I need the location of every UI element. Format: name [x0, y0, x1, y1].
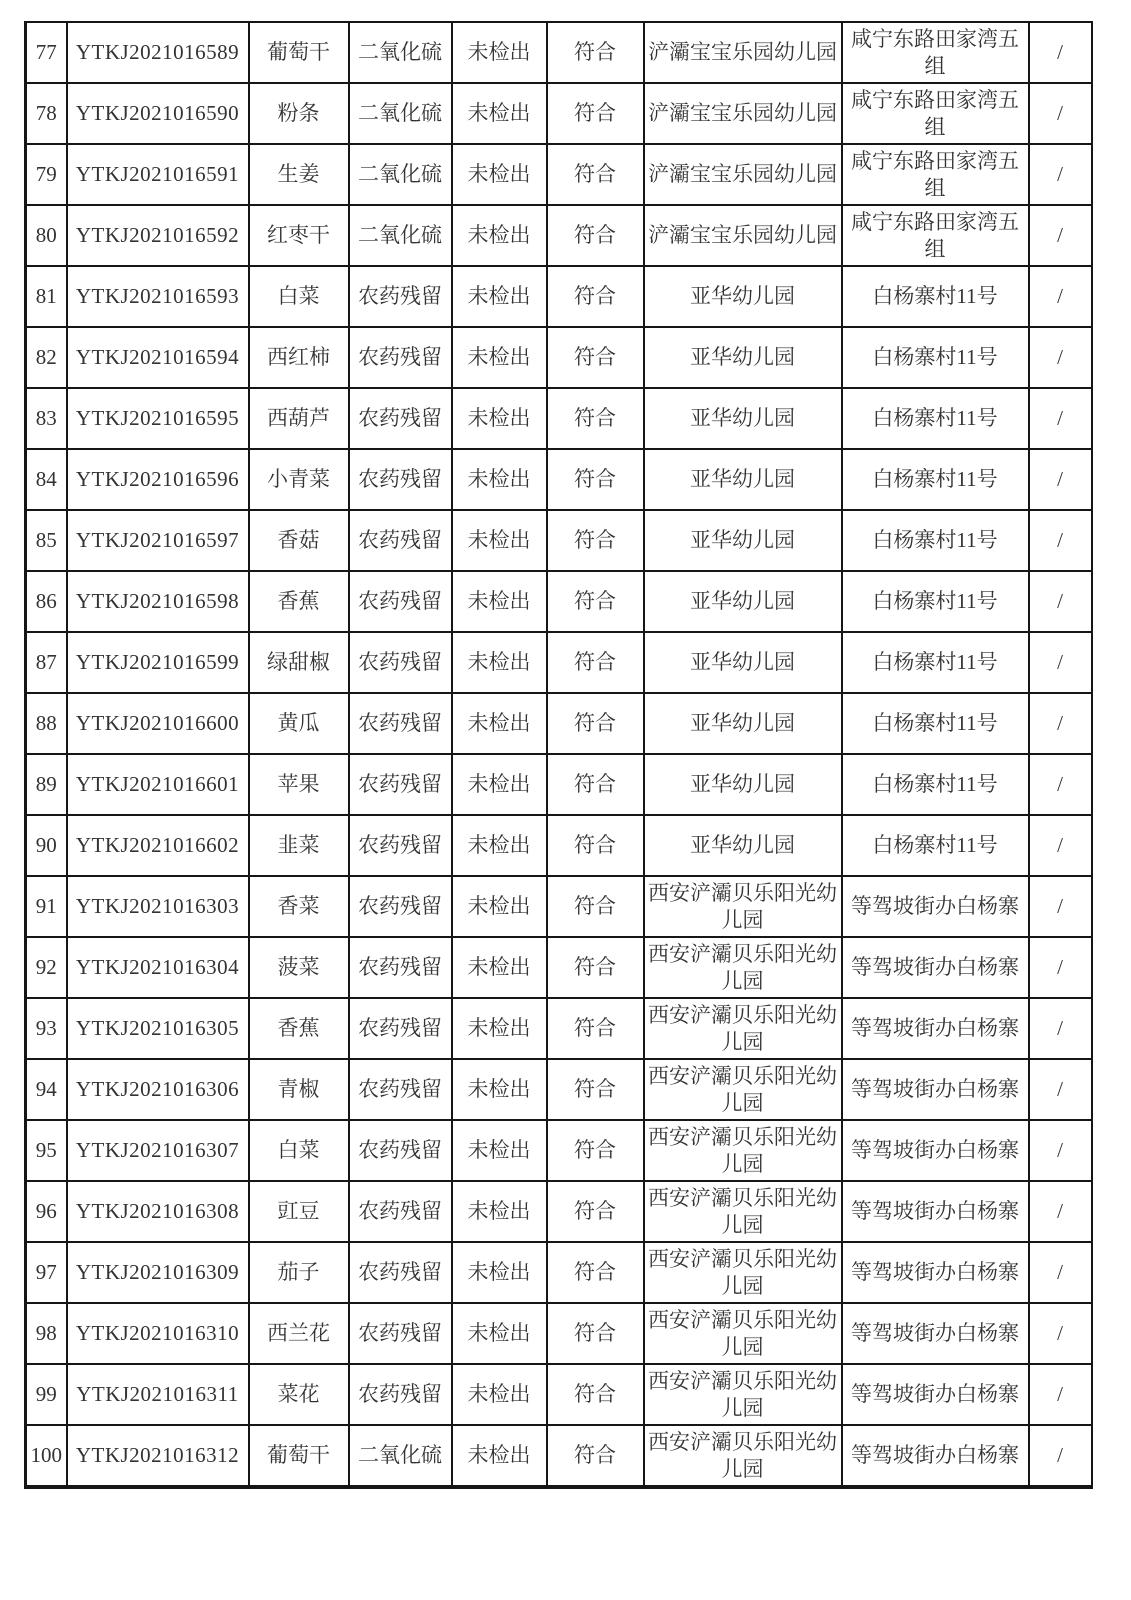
- cell-test-item: 二氧化硫: [349, 1425, 452, 1487]
- table-row: [26, 1364, 1092, 1425]
- cell-row-number: 90: [26, 815, 67, 876]
- cell-row-number: 91: [26, 876, 67, 937]
- cell-sample-name: 茄子: [249, 1242, 349, 1303]
- cell-address: 白杨寨村11号: [842, 327, 1029, 388]
- cell-organization: 亚华幼儿园: [644, 449, 842, 510]
- cell-test-item: 农药残留: [349, 937, 452, 998]
- cell-organization: 西安浐灞贝乐阳光幼儿园: [644, 1059, 842, 1120]
- cell-organization: 西安浐灞贝乐阳光幼儿园: [644, 876, 842, 937]
- cell-conclusion: 符合: [547, 266, 644, 327]
- cell-conclusion: 符合: [547, 937, 644, 998]
- cell-address: 等驾坡街办白杨寨: [842, 937, 1029, 998]
- cell-organization: 亚华幼儿园: [644, 815, 842, 876]
- cell-remark-slash: /: [1029, 1181, 1092, 1242]
- cell-row-number: 82: [26, 327, 67, 388]
- cell-remark-slash: /: [1029, 876, 1092, 937]
- cell-address: 等驾坡街办白杨寨: [842, 876, 1029, 937]
- cell-sample-id: YTKJ2021016597: [67, 510, 249, 571]
- table-row: [26, 1181, 1092, 1242]
- table-row: [26, 144, 1092, 205]
- cell-remark-slash: /: [1029, 266, 1092, 327]
- cell-address: 等驾坡街办白杨寨: [842, 1242, 1029, 1303]
- cell-address: 等驾坡街办白杨寨: [842, 1303, 1029, 1364]
- cell-test-result: 未检出: [452, 998, 547, 1059]
- cell-test-result: 未检出: [452, 144, 547, 205]
- cell-remark-slash: /: [1029, 1364, 1092, 1425]
- cell-test-result: 未检出: [452, 693, 547, 754]
- cell-conclusion: 符合: [547, 998, 644, 1059]
- table-row: [26, 83, 1092, 144]
- cell-test-item: 农药残留: [349, 1181, 452, 1242]
- cell-remark-slash: /: [1029, 1303, 1092, 1364]
- table-row: [26, 632, 1092, 693]
- cell-test-result: 未检出: [452, 388, 547, 449]
- cell-test-result: 未检出: [452, 510, 547, 571]
- cell-sample-id: YTKJ2021016307: [67, 1120, 249, 1181]
- cell-row-number: 84: [26, 449, 67, 510]
- cell-conclusion: 符合: [547, 510, 644, 571]
- cell-remark-slash: /: [1029, 693, 1092, 754]
- cell-test-item: 农药残留: [349, 1120, 452, 1181]
- cell-sample-id: YTKJ2021016312: [67, 1425, 249, 1487]
- cell-sample-id: YTKJ2021016593: [67, 266, 249, 327]
- cell-remark-slash: /: [1029, 632, 1092, 693]
- table-row: [26, 1059, 1092, 1120]
- cell-sample-name: 白菜: [249, 266, 349, 327]
- cell-sample-name: 菠菜: [249, 937, 349, 998]
- cell-sample-name: 香菜: [249, 876, 349, 937]
- cell-sample-name: 香蕉: [249, 571, 349, 632]
- cell-test-result: 未检出: [452, 205, 547, 266]
- cell-remark-slash: /: [1029, 205, 1092, 266]
- cell-test-item: 二氧化硫: [349, 144, 452, 205]
- cell-sample-name: 西葫芦: [249, 388, 349, 449]
- cell-sample-name: 生姜: [249, 144, 349, 205]
- cell-sample-id: YTKJ2021016601: [67, 754, 249, 815]
- cell-row-number: 95: [26, 1120, 67, 1181]
- cell-row-number: 77: [26, 22, 67, 83]
- cell-row-number: 100: [26, 1425, 67, 1487]
- cell-address: 等驾坡街办白杨寨: [842, 1059, 1029, 1120]
- table-row: [26, 22, 1092, 83]
- cell-test-item: 二氧化硫: [349, 205, 452, 266]
- cell-remark-slash: /: [1029, 998, 1092, 1059]
- cell-sample-name: 绿甜椒: [249, 632, 349, 693]
- cell-sample-id: YTKJ2021016594: [67, 327, 249, 388]
- cell-sample-id: YTKJ2021016309: [67, 1242, 249, 1303]
- cell-address: 白杨寨村11号: [842, 693, 1029, 754]
- cell-address: 白杨寨村11号: [842, 632, 1029, 693]
- cell-conclusion: 符合: [547, 1242, 644, 1303]
- cell-sample-id: YTKJ2021016600: [67, 693, 249, 754]
- cell-sample-id: YTKJ2021016311: [67, 1364, 249, 1425]
- cell-sample-id: YTKJ2021016310: [67, 1303, 249, 1364]
- cell-row-number: 99: [26, 1364, 67, 1425]
- cell-sample-id: YTKJ2021016308: [67, 1181, 249, 1242]
- cell-remark-slash: /: [1029, 144, 1092, 205]
- cell-sample-id: YTKJ2021016599: [67, 632, 249, 693]
- cell-conclusion: 符合: [547, 1120, 644, 1181]
- cell-address: 等驾坡街办白杨寨: [842, 1181, 1029, 1242]
- table-row: [26, 998, 1092, 1059]
- cell-conclusion: 符合: [547, 1364, 644, 1425]
- cell-conclusion: 符合: [547, 144, 644, 205]
- table-row: [26, 205, 1092, 266]
- table-row: [26, 876, 1092, 937]
- cell-test-item: 农药残留: [349, 998, 452, 1059]
- cell-test-item: 农药残留: [349, 1303, 452, 1364]
- cell-sample-id: YTKJ2021016306: [67, 1059, 249, 1120]
- cell-test-item: 二氧化硫: [349, 83, 452, 144]
- cell-sample-id: YTKJ2021016589: [67, 22, 249, 83]
- cell-conclusion: 符合: [547, 1181, 644, 1242]
- table-row: [26, 1120, 1092, 1181]
- cell-sample-name: 粉条: [249, 83, 349, 144]
- cell-conclusion: 符合: [547, 815, 644, 876]
- cell-row-number: 87: [26, 632, 67, 693]
- table-row: [26, 815, 1092, 876]
- cell-organization: 西安浐灞贝乐阳光幼儿园: [644, 1181, 842, 1242]
- cell-remark-slash: /: [1029, 510, 1092, 571]
- cell-address: 白杨寨村11号: [842, 815, 1029, 876]
- cell-test-result: 未检出: [452, 937, 547, 998]
- table-row: [26, 1242, 1092, 1303]
- cell-row-number: 93: [26, 998, 67, 1059]
- cell-conclusion: 符合: [547, 1425, 644, 1487]
- cell-organization: 西安浐灞贝乐阳光幼儿园: [644, 1364, 842, 1425]
- cell-address: 咸宁东路田家湾五组: [842, 83, 1029, 144]
- cell-row-number: 81: [26, 266, 67, 327]
- cell-test-result: 未检出: [452, 1059, 547, 1120]
- cell-address: 白杨寨村11号: [842, 510, 1029, 571]
- table-row: [26, 327, 1092, 388]
- cell-row-number: 85: [26, 510, 67, 571]
- cell-sample-id: YTKJ2021016305: [67, 998, 249, 1059]
- cell-remark-slash: /: [1029, 1059, 1092, 1120]
- cell-organization: 西安浐灞贝乐阳光幼儿园: [644, 1425, 842, 1487]
- table-row: [26, 510, 1092, 571]
- cell-conclusion: 符合: [547, 571, 644, 632]
- cell-test-item: 农药残留: [349, 449, 452, 510]
- table-row: [26, 449, 1092, 510]
- cell-test-item: 农药残留: [349, 815, 452, 876]
- cell-test-item: 农药残留: [349, 1059, 452, 1120]
- cell-sample-name: 青椒: [249, 1059, 349, 1120]
- table-row: [26, 1425, 1092, 1487]
- cell-sample-name: 香菇: [249, 510, 349, 571]
- cell-remark-slash: /: [1029, 327, 1092, 388]
- cell-organization: 亚华幼儿园: [644, 693, 842, 754]
- cell-remark-slash: /: [1029, 449, 1092, 510]
- cell-conclusion: 符合: [547, 754, 644, 815]
- cell-row-number: 96: [26, 1181, 67, 1242]
- cell-test-item: 农药残留: [349, 510, 452, 571]
- cell-address: 等驾坡街办白杨寨: [842, 1120, 1029, 1181]
- cell-address: 白杨寨村11号: [842, 754, 1029, 815]
- table-row: [26, 571, 1092, 632]
- cell-test-result: 未检出: [452, 1303, 547, 1364]
- cell-organization: 亚华幼儿园: [644, 571, 842, 632]
- cell-row-number: 94: [26, 1059, 67, 1120]
- table-row: [26, 1303, 1092, 1364]
- cell-address: 等驾坡街办白杨寨: [842, 1364, 1029, 1425]
- cell-remark-slash: /: [1029, 83, 1092, 144]
- cell-test-result: 未检出: [452, 22, 547, 83]
- cell-sample-id: YTKJ2021016596: [67, 449, 249, 510]
- cell-conclusion: 符合: [547, 388, 644, 449]
- cell-test-result: 未检出: [452, 449, 547, 510]
- cell-sample-name: 黄瓜: [249, 693, 349, 754]
- cell-sample-id: YTKJ2021016595: [67, 388, 249, 449]
- cell-remark-slash: /: [1029, 22, 1092, 83]
- cell-test-item: 农药残留: [349, 571, 452, 632]
- cell-sample-name: 韭菜: [249, 815, 349, 876]
- cell-test-result: 未检出: [452, 1181, 547, 1242]
- cell-row-number: 86: [26, 571, 67, 632]
- cell-remark-slash: /: [1029, 1242, 1092, 1303]
- cell-address: 咸宁东路田家湾五组: [842, 205, 1029, 266]
- cell-address: 白杨寨村11号: [842, 266, 1029, 327]
- cell-remark-slash: /: [1029, 571, 1092, 632]
- sampling-results-table: [24, 21, 1093, 1489]
- cell-sample-id: YTKJ2021016602: [67, 815, 249, 876]
- cell-test-item: 农药残留: [349, 266, 452, 327]
- cell-test-item: 农药残留: [349, 388, 452, 449]
- cell-remark-slash: /: [1029, 937, 1092, 998]
- cell-organization: 西安浐灞贝乐阳光幼儿园: [644, 1242, 842, 1303]
- cell-organization: 亚华幼儿园: [644, 327, 842, 388]
- cell-remark-slash: /: [1029, 388, 1092, 449]
- cell-conclusion: 符合: [547, 632, 644, 693]
- cell-sample-id: YTKJ2021016592: [67, 205, 249, 266]
- cell-sample-name: 葡萄干: [249, 1425, 349, 1487]
- cell-conclusion: 符合: [547, 1303, 644, 1364]
- table-row: [26, 937, 1092, 998]
- cell-organization: 亚华幼儿园: [644, 632, 842, 693]
- cell-sample-id: YTKJ2021016304: [67, 937, 249, 998]
- cell-sample-name: 葡萄干: [249, 22, 349, 83]
- cell-row-number: 98: [26, 1303, 67, 1364]
- cell-row-number: 79: [26, 144, 67, 205]
- cell-test-item: 农药残留: [349, 876, 452, 937]
- cell-organization: 西安浐灞贝乐阳光幼儿园: [644, 937, 842, 998]
- cell-conclusion: 符合: [547, 876, 644, 937]
- cell-sample-id: YTKJ2021016598: [67, 571, 249, 632]
- cell-organization: 亚华幼儿园: [644, 266, 842, 327]
- cell-remark-slash: /: [1029, 815, 1092, 876]
- table-row: [26, 693, 1092, 754]
- cell-sample-name: 西红柿: [249, 327, 349, 388]
- cell-test-result: 未检出: [452, 1120, 547, 1181]
- cell-address: 白杨寨村11号: [842, 571, 1029, 632]
- cell-test-result: 未检出: [452, 266, 547, 327]
- cell-organization: 浐灞宝宝乐园幼儿园: [644, 22, 842, 83]
- cell-remark-slash: /: [1029, 754, 1092, 815]
- table-row: [26, 754, 1092, 815]
- cell-test-result: 未检出: [452, 632, 547, 693]
- cell-sample-name: 白菜: [249, 1120, 349, 1181]
- cell-conclusion: 符合: [547, 693, 644, 754]
- table-body: [26, 22, 1092, 1487]
- cell-organization: 西安浐灞贝乐阳光幼儿园: [644, 998, 842, 1059]
- cell-test-item: 农药残留: [349, 1364, 452, 1425]
- cell-sample-name: 香蕉: [249, 998, 349, 1059]
- cell-conclusion: 符合: [547, 1059, 644, 1120]
- cell-row-number: 78: [26, 83, 67, 144]
- cell-organization: 浐灞宝宝乐园幼儿园: [644, 83, 842, 144]
- cell-sample-name: 小青菜: [249, 449, 349, 510]
- cell-test-result: 未检出: [452, 815, 547, 876]
- cell-conclusion: 符合: [547, 449, 644, 510]
- cell-test-result: 未检出: [452, 571, 547, 632]
- cell-test-result: 未检出: [452, 83, 547, 144]
- cell-test-result: 未检出: [452, 327, 547, 388]
- cell-test-item: 二氧化硫: [349, 22, 452, 83]
- cell-sample-name: 西兰花: [249, 1303, 349, 1364]
- cell-row-number: 88: [26, 693, 67, 754]
- cell-organization: 亚华幼儿园: [644, 510, 842, 571]
- cell-organization: 亚华幼儿园: [644, 754, 842, 815]
- cell-sample-id: YTKJ2021016303: [67, 876, 249, 937]
- cell-address: 白杨寨村11号: [842, 388, 1029, 449]
- cell-row-number: 89: [26, 754, 67, 815]
- cell-sample-id: YTKJ2021016590: [67, 83, 249, 144]
- cell-conclusion: 符合: [547, 327, 644, 388]
- cell-sample-name: 红枣干: [249, 205, 349, 266]
- cell-test-item: 农药残留: [349, 1242, 452, 1303]
- cell-test-item: 农药残留: [349, 693, 452, 754]
- cell-test-result: 未检出: [452, 876, 547, 937]
- cell-test-item: 农药残留: [349, 632, 452, 693]
- cell-test-item: 农药残留: [349, 327, 452, 388]
- cell-address: 等驾坡街办白杨寨: [842, 998, 1029, 1059]
- cell-test-result: 未检出: [452, 1425, 547, 1487]
- cell-address: 白杨寨村11号: [842, 449, 1029, 510]
- table-row: [26, 266, 1092, 327]
- cell-organization: 西安浐灞贝乐阳光幼儿园: [644, 1303, 842, 1364]
- cell-sample-id: YTKJ2021016591: [67, 144, 249, 205]
- cell-organization: 西安浐灞贝乐阳光幼儿园: [644, 1120, 842, 1181]
- cell-organization: 浐灞宝宝乐园幼儿园: [644, 144, 842, 205]
- cell-row-number: 80: [26, 205, 67, 266]
- cell-test-item: 农药残留: [349, 754, 452, 815]
- cell-remark-slash: /: [1029, 1425, 1092, 1487]
- cell-sample-name: 苹果: [249, 754, 349, 815]
- cell-conclusion: 符合: [547, 83, 644, 144]
- cell-row-number: 97: [26, 1242, 67, 1303]
- cell-address: 等驾坡街办白杨寨: [842, 1425, 1029, 1487]
- cell-conclusion: 符合: [547, 205, 644, 266]
- table-row: [26, 388, 1092, 449]
- cell-remark-slash: /: [1029, 1120, 1092, 1181]
- cell-organization: 浐灞宝宝乐园幼儿园: [644, 205, 842, 266]
- cell-test-result: 未检出: [452, 1364, 547, 1425]
- cell-organization: 亚华幼儿园: [644, 388, 842, 449]
- cell-test-result: 未检出: [452, 754, 547, 815]
- cell-test-result: 未检出: [452, 1242, 547, 1303]
- cell-sample-name: 菜花: [249, 1364, 349, 1425]
- cell-conclusion: 符合: [547, 22, 644, 83]
- cell-address: 咸宁东路田家湾五组: [842, 22, 1029, 83]
- cell-address: 咸宁东路田家湾五组: [842, 144, 1029, 205]
- cell-sample-name: 豇豆: [249, 1181, 349, 1242]
- cell-row-number: 92: [26, 937, 67, 998]
- cell-row-number: 83: [26, 388, 67, 449]
